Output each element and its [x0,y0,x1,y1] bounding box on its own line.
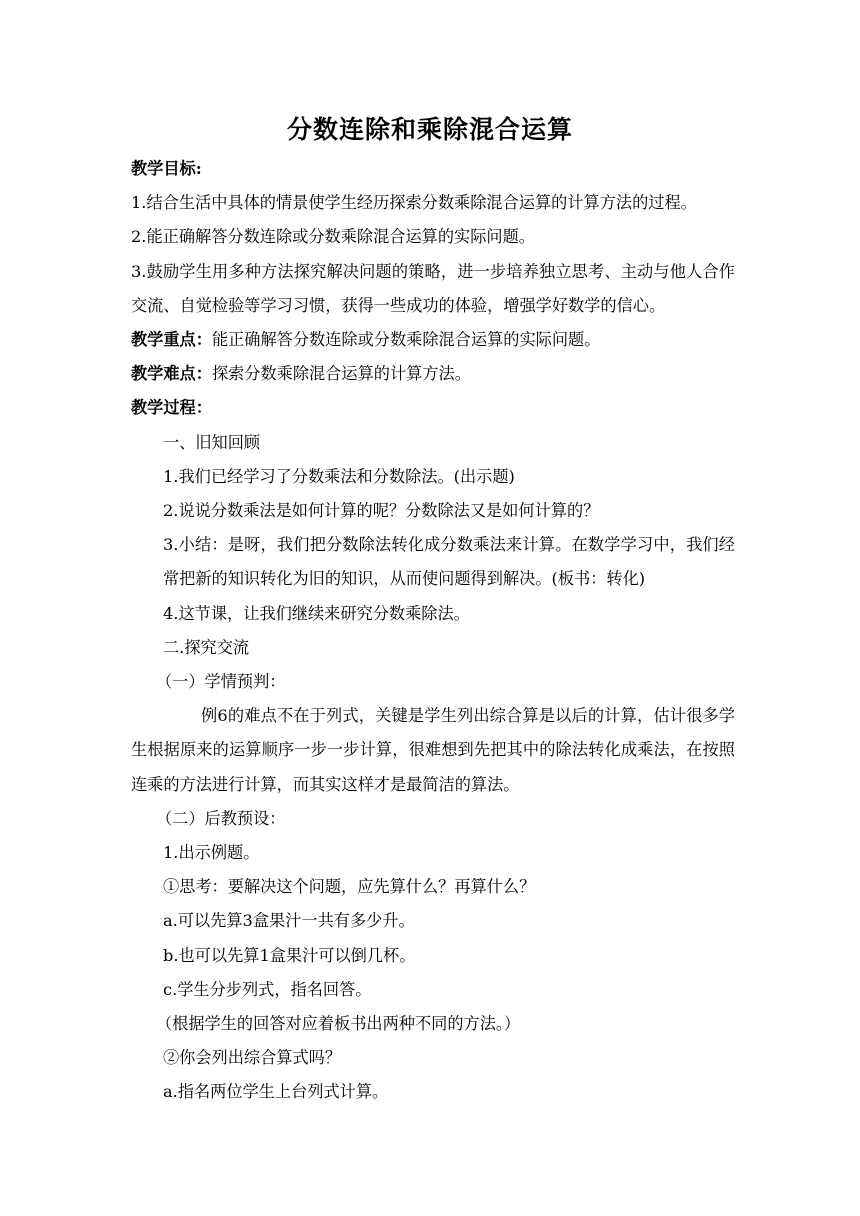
objectives-heading: 教学目标: [131,159,202,178]
section1-item-2: 2.说说分数乘法是如何计算的呢？分数除法又是如何计算的？ [163,501,600,521]
section2-item-5: c.学生分步列式，指名回答。 [163,979,372,999]
document-title: 分数连除和乘除混合运算 [286,115,573,144]
section2-item-2: ①思考：要解决这个问题，应先算什么？再算什么？ [163,877,536,897]
difficulty-text: 探索分数乘除混合运算的计算方法。 [211,364,471,384]
section1-item-3: 3.小结：是呀，我们把分数除法转化成分数乘法来计算。在数学学习中，我们经常把新的知识转化为旧的知识，从而使问题得到解决。(板书：转化) [163,535,735,589]
objective-1: 1.结合生活中具体的情景使学生经历探索分数乘除混合运算的计算方法的过程。 [131,193,697,213]
section1-heading: 一、旧知回顾 [163,432,261,452]
document-body [131,152,735,1110]
objective-3: 3.鼓励学生用多种方法探究解决问题的策略，进一步培养独立思考、主动与他人合作交流、自觉检验等学习习惯，获得一些成功的体验，增强学好数学的信心。 [131,261,735,315]
key-point-text: 能正确解答分数连除或分数乘除混合运算的实际问题。 [211,330,601,350]
section2-sub2-heading: （二）后教预设： [156,808,286,828]
section2-item-3: a.可以先算3盒果汁一共有多少升。 [163,911,415,931]
section2-item-1: 1.出示例题。 [163,843,260,863]
section2-item-6: ②你会列出综合算式吗？ [163,1048,342,1068]
section1-item-4: 4.这节课，让我们继续来研究分数乘除法。 [163,603,470,623]
process-heading: 教学过程： [131,398,212,418]
section2-item-4: b.也可以先算1盒果汁可以倒几杯。 [163,945,416,965]
section2-heading: 二.探究交流 [163,637,250,657]
key-point-label: 教学重点： [131,330,212,350]
section2-sub1-heading: （一）学情预判： [156,672,286,692]
section2-sub1-text: 例6的难点不在于列式，关键是学生列出综合算是以后的计算，估计很多学生根据原来的运算顺序一步一步计算，很难想到先把其中的除法转化成乘法，在按照连乘的方法进行计算，而其实这样才是最简洁的算法。 [131,706,735,794]
section2-item-7: a.指名两位学生上台列式计算。 [163,1082,389,1102]
section1-item-1: 1.我们已经学习了分数乘法和分数除法。(出示题) [163,466,515,486]
objective-2: 2.能正确解答分数连除或分数乘除混合运算的实际问题。 [131,227,535,247]
key-point [131,323,735,357]
difficulty [131,357,735,391]
difficulty-label: 教学难点： [131,364,212,384]
section2-note: （根据学生的回答对应着板书出两种不同的方法。） [156,1014,521,1034]
